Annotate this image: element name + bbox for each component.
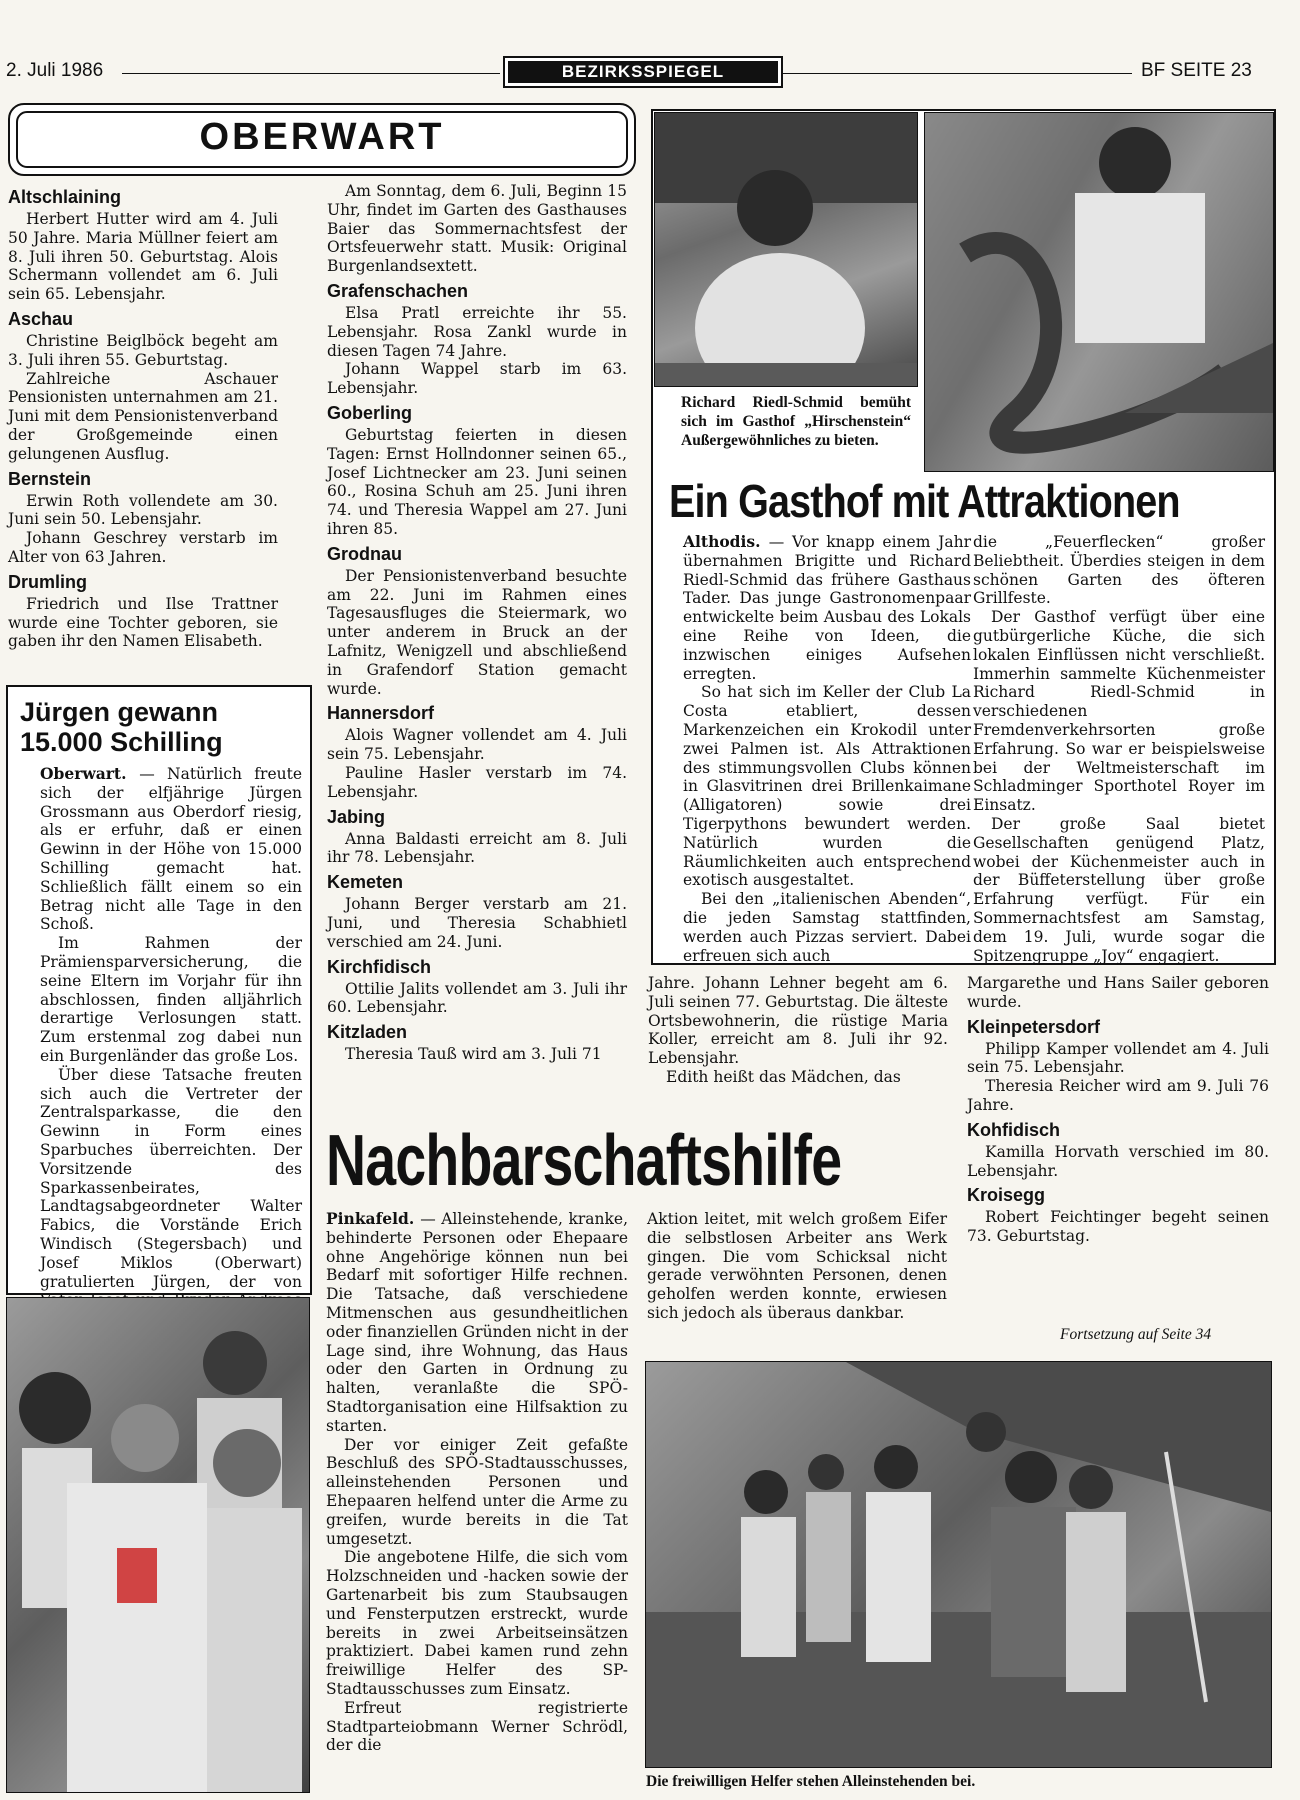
nachbar-column-b — [647, 1210, 947, 1323]
gasthof-caption: Richard Riedl-Schmid bemüht sich im Gasthof „Hirschenstein“ Außergewöhnliches zu bieten. — [681, 394, 911, 449]
article-paragraph: Erfreut registrierte Stadtparteiobmann Werner Schrödl, der die — [326, 1698, 628, 1755]
page-number: BF SEITE 23 — [1141, 60, 1252, 81]
place-heading: Kohfidisch — [967, 1119, 1060, 1140]
article-paragraph — [683, 533, 971, 683]
python-photo-figure — [925, 113, 1273, 471]
place-heading: Aschau — [8, 308, 74, 329]
article-paragraph: Christine Beiglböck begeht am 3. Juli ihren 55. Geburtstag. — [8, 331, 278, 369]
gasthof-python-photo — [924, 112, 1274, 472]
article-paragraph — [326, 1210, 628, 1436]
article-paragraph: Ottilie Jalits vollendet am 3. Juli ihr 60. Lebensjahr. — [327, 979, 627, 1017]
article-paragraph: Geburtstag feierten in diesen Tagen: Ernst Hollndonner seinen 65., Josef Lichtnecker am 23. Juni seinen 60., Rosina Schuh am 25. Juni ihren 74. und Theresia Wappel am 27. Juni ihren 85. — [327, 425, 627, 538]
article-dateline: Pinkafeld. — [326, 1209, 421, 1228]
region-title-box — [8, 103, 636, 176]
juergen-article-box — [6, 685, 312, 1295]
article-paragraph: Aktion leitet, mit welch großem Eifer die selbstlosen Arbeiter ans Werk gingen. Die vom Schicksal nicht gerade verwöhnten Personen, denen geholfen werden konnte, erwiesen sich jedoch als überaus dankbar. — [647, 1210, 947, 1322]
article-paragraph — [40, 765, 302, 934]
article-paragraph: Johann Wappel starb im 63. Lebensjahr. — [327, 360, 627, 398]
article-paragraph: Anna Baldasti erreicht am 8. Juli ihr 78. Lebensjahr. — [327, 829, 627, 867]
section-title: BEZIRKSSPIEGEL — [508, 61, 778, 83]
place-heading: Kroisegg — [967, 1185, 1046, 1206]
place-heading: Kirchfidisch — [327, 956, 432, 977]
article-paragraph: Der vor einiger Zeit gefaßte Beschluß des SPÖ-Stadtausschusses, alleinstehenden Personen und Ehepaaren helfend unter die Arme zu greifen, wurde bereits in die Tat umgesetzt. — [326, 1435, 628, 1548]
article-paragraph: Bei den „italienischen Abenden“, die jeden Samstag stattfinden, werden auch Pizzas serviert. Dabei erfreuen sich auch — [683, 890, 971, 965]
article-paragraph: Pauline Hasler verstarb im 74. Lebensjahr. — [327, 763, 627, 801]
article-paragraph: Margarethe und Hans Sailer geboren wurde. — [967, 974, 1269, 1011]
article-paragraph: Theresia Reicher wird am 9. Juli 76 Jahre. — [967, 1077, 1269, 1114]
place-heading: Kitzladen — [327, 1022, 408, 1043]
article-paragraph: Friedrich und Ilse Trattner wurde eine Tochter geboren, sie gaben ihr den Namen Elisabeth. — [8, 594, 278, 651]
place-heading: Goberling — [327, 402, 412, 423]
article-paragraph: Zahlreiche Aschauer Pensionisten unternahmen am 21. Juni mit dem Pensionistenverband der Großgemeinde einen gelungenen Ausflug. — [8, 369, 278, 463]
article-paragraph: So hat sich im Keller der Club La Costa etabliert, dessen Markenzeichen ein Krokodil unter zwei Palmen ist. Als Attraktionen des stimmungsvollen Clubs können in Glasvitrinen drei Brillenkaimane (Alligatoren) sowie drei Tigerpythons bewundert werden. Natürlich wurden die Räumlichkeiten auch entsprechend exotisch ausgestaltet. — [683, 683, 971, 890]
continuation-note: Fortsetzung auf Seite 34 — [1060, 1326, 1212, 1343]
helpers-photo-figures — [646, 1362, 1271, 1767]
column-1 — [8, 182, 278, 651]
place-heading: Altschlaining — [8, 187, 122, 207]
column-2 — [327, 182, 627, 1064]
article-paragraph: Im Rahmen der Prämiensparversicherung, die seine Eltern im Vorjahr für ihn abschlossen, finden alljährlich derartige Verlosungen statt. Zum erstenmal zog dabei nun ein Burgenländer das große Los. — [40, 934, 302, 1065]
helpers-caption: Die freiwilligen Helfer stehen Alleinstehenden bei. — [646, 1773, 976, 1790]
gasthof-article-box — [651, 109, 1276, 965]
article-paragraph: die „Feuerflecken“ großer Beliebtheit. Überdies steigen in dem schönen Garten des öfteren Grillfeste. — [973, 533, 1265, 608]
article-paragraph: Kamilla Horvath verschied im 80. Lebensjahr. — [967, 1142, 1269, 1180]
article-paragraph: Die angebotene Hilfe, die sich vom Holzschneiden und -hacken sowie der Gartenarbeit bis zum Staubsaugen und Fensterputzen erstreckt, wurde bereits in zwei Arbeitseinsätzen praktiziert. Dabei kamen rund zehn freiwillige Helfer des SP-Stadtausschusses zum Einsatz. — [326, 1548, 628, 1698]
article-paragraph: Der große Saal bietet Gesellschaften genügend Platz, wobei der Küchenmeister auch in der Büffeterstellung über große Erfahrung verfügt. Für ein Sommernachtsfest am Samstag, dem 19. Juli, wurde sogar die Spitzengruppe „Joy“ engagiert. — [973, 814, 1265, 965]
article-dateline: Althodis. — [683, 532, 769, 551]
article-paragraph: Über diese Tatsache freuten sich auch die Vertreter der Zentralsparkasse, die den Gewinn in Form eines Sparbuches überreichten. Der Vorsitzende des Sparkassenbeirates, Landtagsabgeordneter Walter Fabics, die Vorstände Erich Windisch (Stegersbach) und Josef Miklos (Oberwart) gratulierten Jürgen, der von — [40, 1065, 302, 1291]
column-4-continued — [967, 974, 1269, 1246]
place-heading: Jabing — [327, 806, 386, 827]
article-text: — Alleinstehende, kranke, behinderte Personen oder Ehepaare ohne Angehörige können nun bei Bedarf mit sofortiger Hilfe rechnen. Die Tatsache, daß verschiedene Mitmenschen aus gesundheitlichen oder finanziellen Gründen nicht in der Lage sind, ihre Wohnung, das Haus oder den Garten in Ordnung zu halten, veranlaßte die SPÖ-Stadtorganisation eine Hilfsaktion zu starten. — [326, 1210, 628, 1435]
header-rule-left — [122, 73, 500, 74]
juergen-body — [40, 765, 302, 1329]
article-dateline: Oberwart. — [40, 764, 140, 783]
article-paragraph: Edith heißt das Mädchen, das — [666, 1067, 901, 1086]
issue-date: 2. Juli 1986 — [6, 60, 104, 81]
article-paragraph: Der Pensionistenverband besuchte am 22. Juni im Rahmen eines Tagesausfluges die Steiermark, wo unter anderem in Bruck an der Lafnitz, Wenigzell und abschließend in Grafendorf Station gemacht wurde. — [327, 566, 627, 698]
gasthof-bar-photo — [654, 112, 918, 387]
place-heading: Drumling — [8, 571, 87, 592]
juergen-headline: Jürgen gewann 15.000 Schilling — [20, 697, 223, 757]
gasthof-column-b — [973, 533, 1265, 965]
header-rule-right — [782, 73, 1132, 74]
article-paragraph: Robert Feichtinger begeht seinen 73. Geburtstag. — [967, 1208, 1269, 1246]
article-paragraph: Johann Berger verstarb am 21. Juni, und Theresia Schabhietl verschied am 24. Juni. — [327, 895, 627, 951]
nachbar-headline: Nachbarschaftshilfe — [326, 1121, 842, 1201]
column-3-continued — [648, 974, 948, 1087]
article-text: — Vor knapp einem Jahr übernahmen Brigitte und Richard Riedl-Schmid das frühere Gasthaus Tader. Das junge Gastronomenpaar entwickelte beim Ausbau des Lokals eine Reihe von Ideen, die inzwischen einiges Aufsehen erregten. — [683, 533, 971, 683]
article-paragraph: Johann Geschrey verstarb im Alter von 63 Jahren. — [8, 529, 278, 566]
article-paragraph: Philipp Kamper vollendet am 4. Juli sein 75. Lebensjahr. — [967, 1039, 1269, 1077]
place-heading: Grodnau — [327, 543, 402, 564]
article-paragraph: Alois Wagner vollendet am 4. Juli sein 75. Lebensjahr. — [327, 726, 627, 764]
article-text: — Natürlich freute sich der elfjährige Jürgen Grossmann aus Oberdorf riesig, als er erfuhr, daß er einen Gewinn in der Höhe von 15.000 Schilling gemacht hat. Schließlich fällt einem so ein Betrag nicht alle Tage in den Schoß. — [40, 765, 303, 934]
helpers-photo — [645, 1361, 1272, 1768]
family-photo — [6, 1297, 310, 1793]
place-heading: Hannersdorf — [327, 703, 435, 724]
place-heading: Kleinpetersdorf — [967, 1016, 1101, 1037]
article-paragraph: Am Sonntag, dem 6. Juli, Beginn 15 Uhr, findet im Garten des Gasthauses Baier das Sommernachtsfest der Ortsfeuerwehr statt. Musik: Original Burgenlandsextett. — [327, 182, 627, 276]
family-photo-figures — [7, 1298, 309, 1792]
article-paragraph: Erwin Roth vollendete am 30. Juni sein 50. Lebensjahr. — [8, 491, 278, 529]
place-heading: Kemeten — [327, 872, 404, 893]
section-badge — [503, 56, 783, 88]
article-paragraph: Herbert Hutter wird am 4. Juli 50 Jahre. Maria Müllner feiert am 8. Juli ihren 50. Geburtstag. Alois Schermann vollendet am 6. Juli sein 65. Lebensjahr. — [8, 210, 278, 304]
article-paragraph: Theresia Tauß wird am 3. Juli 71 — [345, 1045, 602, 1064]
article-paragraph: Jahre. Johann Lehner begeht am 6. Juli seinen 77. Geburtstag. Die älteste Ortsbewohnerin, die rüstige Maria Koller, erreicht am 8. Juli ihr 92. Lebensjahr. — [648, 974, 948, 1068]
article-paragraph: Der Gasthof verfügt über eine gutbürgerliche Küche, die sich lokalen Einflüssen nicht verschließt. Immerhin sammelte Küchenmeister Richard Riedl-Schmid in verschiedenen Fremdenverkehrsorten große Erfahrung. So war er beispielsweise bei der Weltmeisterschaft im Schladminger Sporthotel Royer im Einsatz. — [973, 608, 1265, 815]
place-heading: Bernstein — [8, 468, 92, 489]
gasthof-headline: Ein Gasthof mit Attraktionen — [669, 475, 1180, 527]
region-title: OBERWART — [16, 111, 628, 168]
nachbar-column-a — [326, 1210, 628, 1755]
article-paragraph: Elsa Pratl erreichte ihr 55. Lebensjahr. Rosa Zankl wurde in diesen Tagen 74 Jahre. — [327, 303, 627, 360]
gasthof-column-a — [683, 533, 971, 965]
place-heading: Grafenschachen — [327, 280, 469, 301]
bar-photo-figure — [655, 113, 917, 386]
